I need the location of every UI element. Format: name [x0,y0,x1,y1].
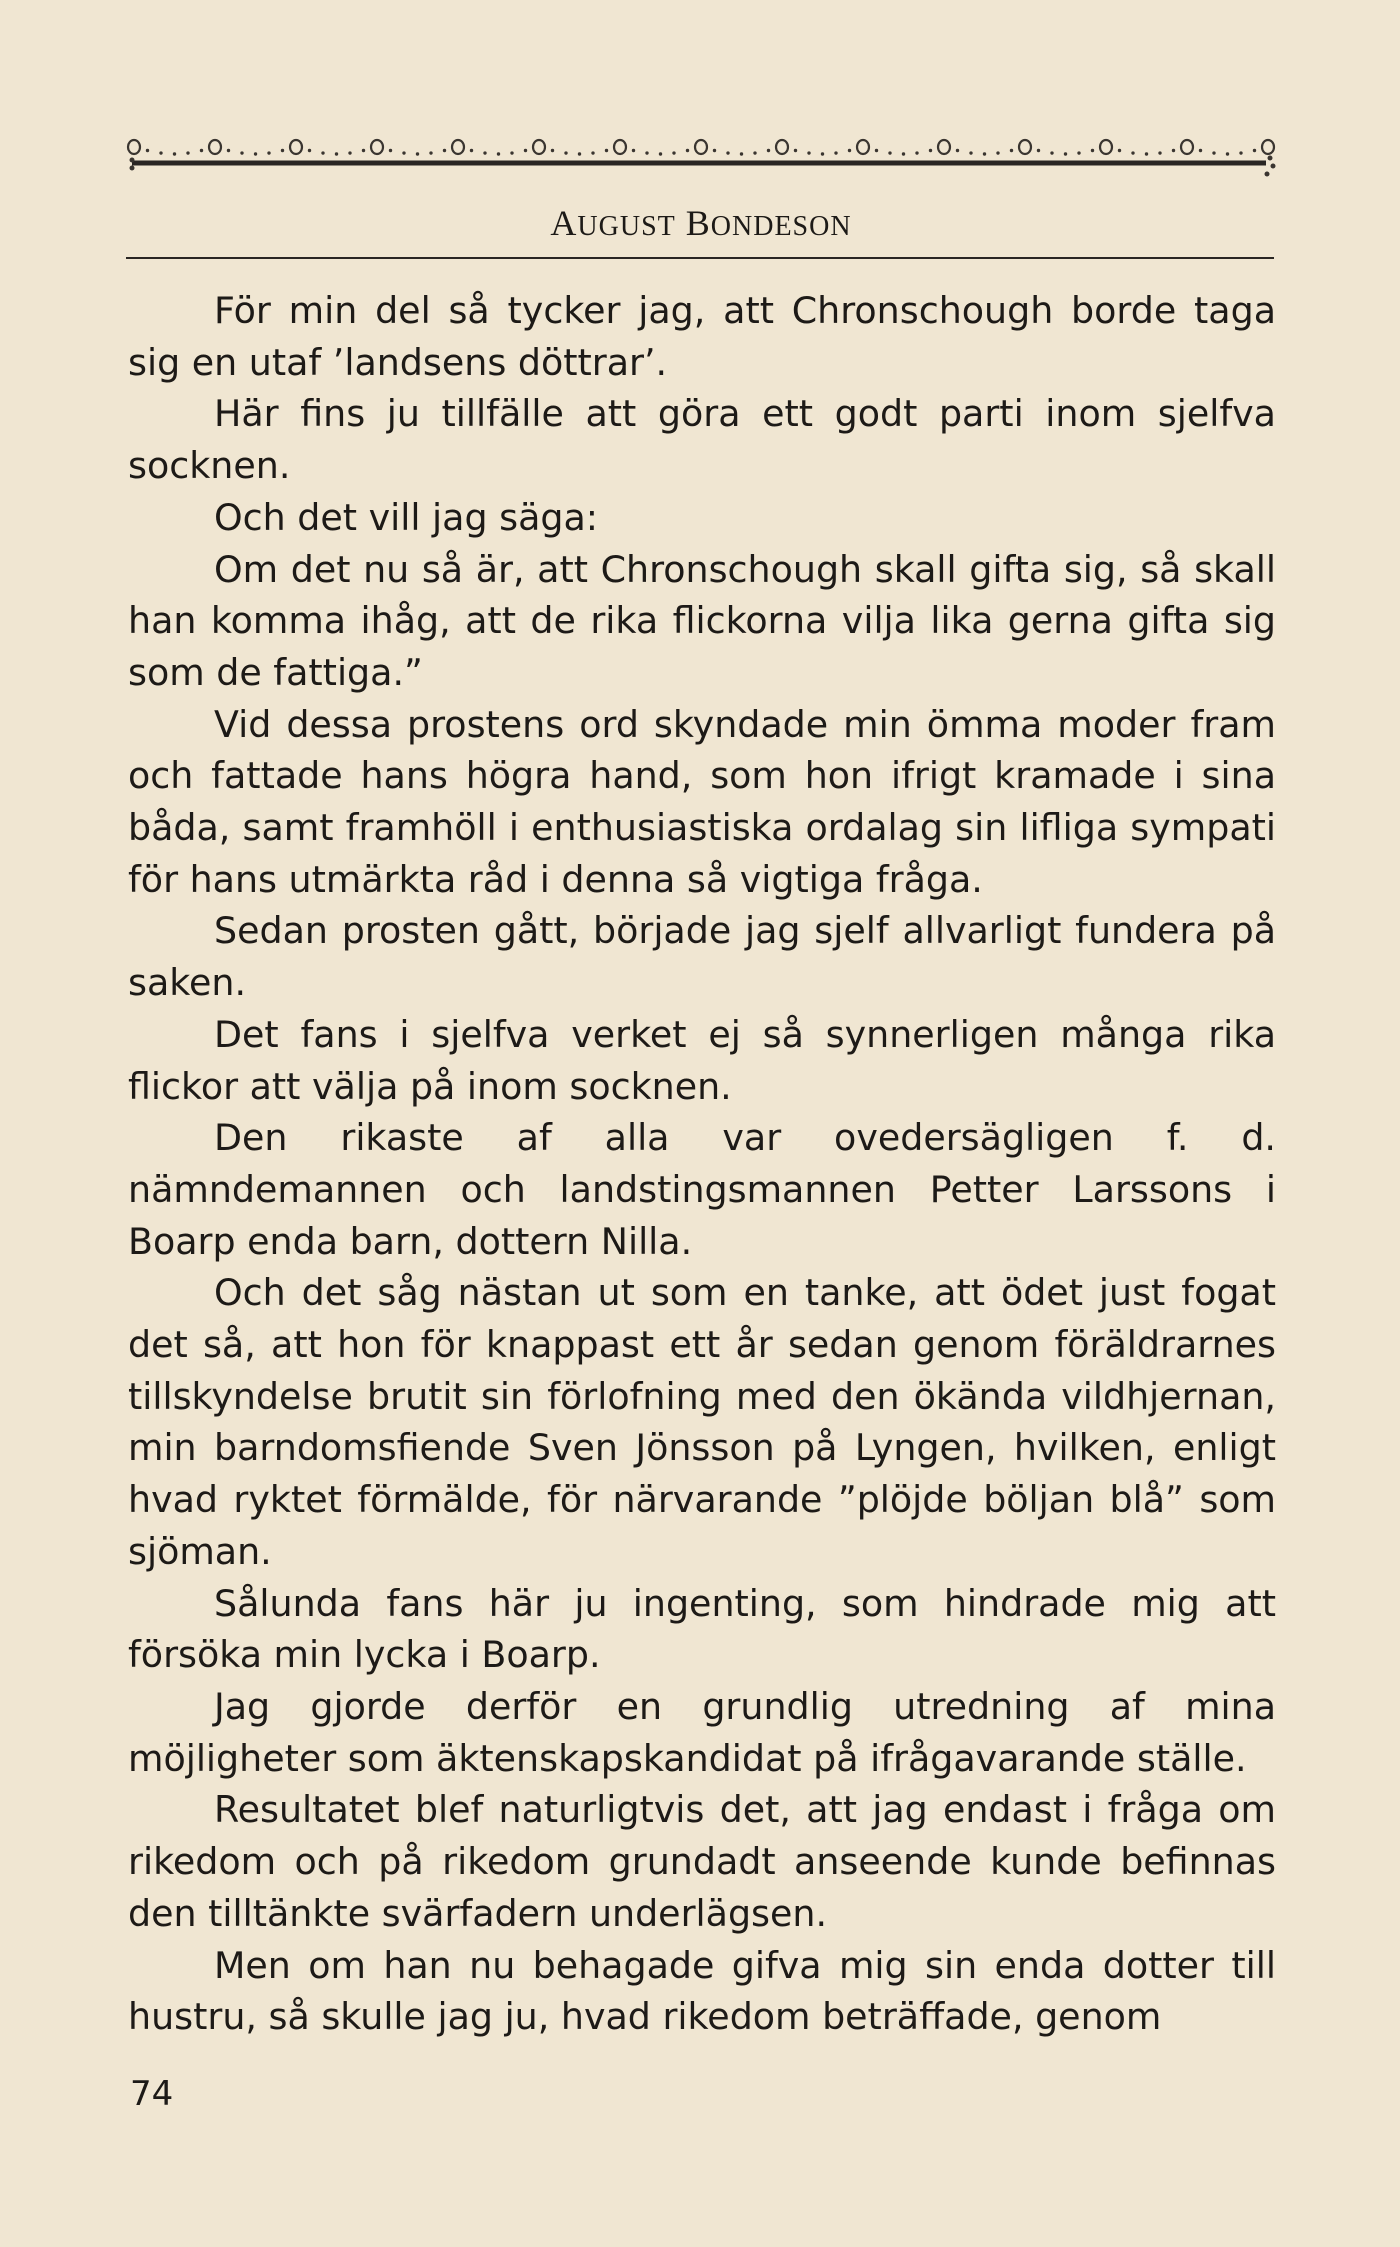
ornament-dot [902,152,905,155]
ornament-dot [335,152,338,155]
ornament-dot [146,149,149,152]
ornament-dot [1050,151,1053,154]
ornament-dot [321,151,324,154]
ornament-dot [632,149,635,152]
ornament-dot [429,151,432,154]
ornament-loop [938,140,950,154]
ornament-loop [209,140,221,154]
ornament-dot [1010,149,1013,152]
ornament-dot [888,151,891,154]
ornament-dot [267,151,270,154]
ornament-dot [996,151,999,154]
ornament-dot [1253,149,1256,152]
ornament-dot [308,149,311,152]
ornament-dot [186,151,189,154]
ornament-loop [1100,140,1112,154]
running-head-initial-2: B [685,203,711,243]
ornament-dot [1077,151,1080,154]
ornament-dot [834,151,837,154]
ornament-dot [1037,149,1040,152]
ornament-dot [510,151,513,154]
paragraph: Och det såg nästan ut som en tanke, att ödet just fogat det så, att hon för knappast ett år sedan genom föräldrarnes tillskyndelse brutit sin förlofning med den ökända vildhjernan, min barndomsfiende Sven Jönsson på Lyngen, hvilken, enligt hvad ryktet förmälde, för närvarande ”plöjde böljan blå” som sjöman. [128,1271,1276,1573]
ornament-dot [159,151,162,154]
ornament-dot [1158,151,1161,154]
ornament-loop [452,140,464,154]
ornament-loop [290,140,302,154]
ornament-dot [497,152,500,155]
ornament-dot [591,151,594,154]
ornament-dot [1239,151,1242,154]
ornament-dot [659,152,662,155]
ornament-dot [254,152,257,155]
paragraph: För min del så tycker jag, att Chronschough borde taga sig en utaf ’landsens döttrar’. [128,289,1276,384]
paragraph: Om det nu så är, att Chronschough skall gifta sig, så skall han komma ihåg, att de rika flickorna vilja lika gerna gifta sig som de fattiga.” [128,547,1276,694]
ornament-dot [1172,149,1175,152]
running-head [126,202,1276,244]
ornament-dot [848,149,851,152]
ornament-dot [1131,151,1134,154]
ornament-dot [821,152,824,155]
paragraph: Den rikaste af alla var ovedersägligen f. d. nämndemannen och landstingsmannen Petter Larssons i Boarp enda barn, dottern Nilla. [128,1116,1276,1263]
ornament-dot [807,151,810,154]
ornament-dot [402,151,405,154]
ornament-dot [605,149,608,152]
ornament-dot [551,149,554,152]
ornament-dot [281,149,284,152]
ornament-dot [1118,149,1121,152]
ornament-loop [128,140,140,154]
ornament-dot [1199,149,1202,152]
paragraph: Sedan prosten gått, började jag sjelf allvarligt fundera på saken. [128,909,1276,1005]
ornament-loop [857,140,869,154]
ornament-dot [443,149,446,152]
ornament-dot [794,149,797,152]
ornament-dot [416,152,419,155]
ornament-dot [645,151,648,154]
ornament-dot [1212,151,1215,154]
paragraph: Vid dessa prostens ord skyndade min ömma moder fram och fattade hans högra hand, som hon ifrigt kramade i sina båda, samt framhöll i enthusiastiska ordalag sin lifliga sympati för hans utmärkta råd i denna så vigtiga fråga. [128,702,1276,901]
ornament-loop [1019,140,1031,154]
ornament-dot [1145,152,1148,155]
ornament-dot [173,152,176,155]
ornament-dot [1091,149,1094,152]
ornament-dot [483,151,486,154]
ornament-dot [240,151,243,154]
ornament-dot [200,149,203,152]
ornament-loop [1181,140,1193,154]
ornament-loop [776,140,788,154]
running-head-rest-2: ONDESON [710,211,852,242]
running-head-rest-1: UGUST [577,211,676,242]
ornament-loop [1262,140,1274,154]
ornament-dot [362,149,365,152]
ornament-dot [929,149,932,152]
ornament-dot [564,151,567,154]
ornament-dot [1064,152,1067,155]
ornament-dot [578,152,581,155]
header-rule [126,257,1274,259]
ornament-dot [348,151,351,154]
ornament-dot [875,149,878,152]
ornament-dot [983,152,986,155]
ornament-dot [227,149,230,152]
ornament-dot [672,151,675,154]
ornament-dot [767,149,770,152]
ornament-dot [726,151,729,154]
paragraph: Och det vill jag säga: [214,495,599,539]
paragraph: Det fans i sjelfva verket ej så synnerligen många rika flickor att välja på inom socknen. [128,1012,1276,1108]
ornament-dot [956,149,959,152]
page-number: 74 [130,2074,174,2114]
ornament-loop [371,140,383,154]
paragraph: Jag gjorde derför en grundlig utredning af mina möjligheter som äktenskapskandidat på ifrågavarande ställe. [128,1684,1276,1780]
ornament-dot [740,152,743,155]
ornament-dot [389,149,392,152]
ornament-dot [524,149,527,152]
ornament-dot [713,149,716,152]
ornament-dot [915,151,918,154]
body-text [128,285,1276,2043]
paragraph: Sålunda fans här ju ingenting, som hindrade mig att försöka min lycka i Boarp. [128,1581,1276,1677]
ornament-dot [753,151,756,154]
paragraph: Men om han nu behagade gifva mig sin enda dotter till hustru, så skulle jag ju, hvad rikedom beträffade, genom [128,1943,1276,2039]
header-ornament [126,134,1278,180]
ornament-dot [969,151,972,154]
ornament-dot [686,149,689,152]
ornament-dot [1226,152,1229,155]
ornament-loop [695,140,707,154]
ornament-loop [614,140,626,154]
running-head-initial-1: A [550,203,578,243]
ornament-loop [533,140,545,154]
ornament-dot [470,149,473,152]
paragraph: Resultatet blef naturligtvis det, att jag endast i fråga om rikedom och på rikedom grundadt anseende kunde befinnas den tilltänkte svärfadern underlägsen. [128,1788,1276,1935]
paragraph: Här fins ju tillfälle att göra ett godt parti inom sjelfva socknen. [128,392,1276,488]
